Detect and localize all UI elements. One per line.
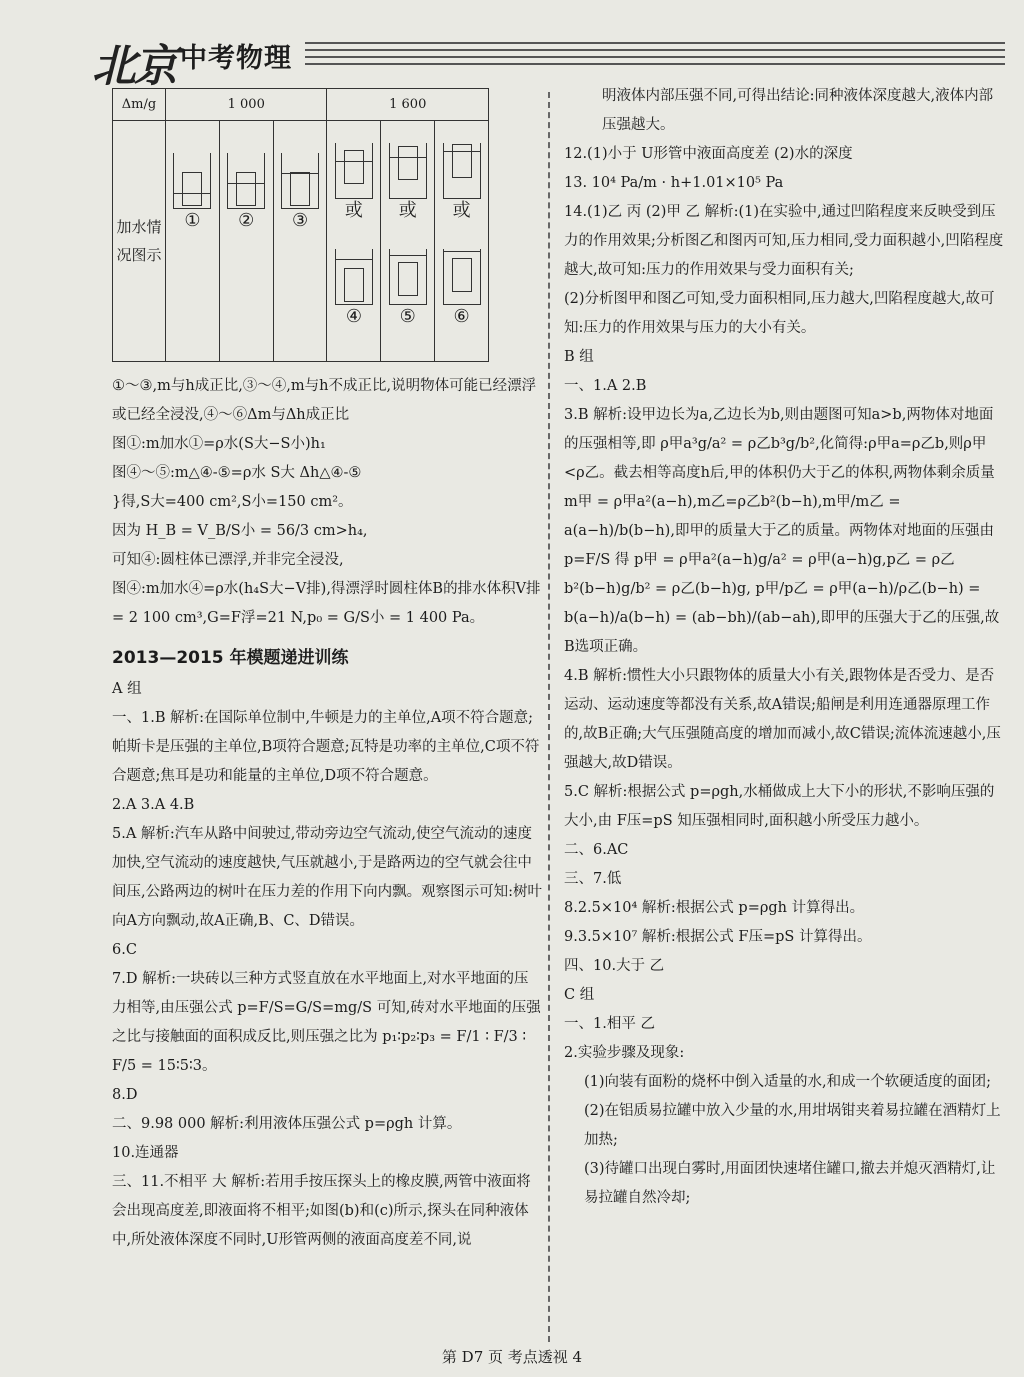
fig-or-3: 或 <box>452 200 471 221</box>
answer-b6: 二、6.AC <box>564 842 629 858</box>
table-row-label: 加水情况图示 <box>113 121 166 362</box>
answer-a6: 6.C <box>112 942 137 958</box>
analysis-p6: 图④:m加水④=ρ水(h₄S大−V排),得漂浮时圆柱体B的排水体积V排 = 2 100 cm³,G=F浮=21 N,p₀ = G/S小 = 1 400 Pa。 <box>112 581 541 626</box>
fig-mark-4: ④ <box>345 306 362 327</box>
fig-mark-2: ② <box>238 210 255 231</box>
fig-mark-1: ① <box>184 210 201 231</box>
right-column <box>564 82 1004 1213</box>
answer-b5: 5.C 解析:根据公式 p=ρgh,水桶做成上大下小的形状,不影响压强的大小,由 F压=pS 知压强相同时,面积越小所受压力越小。 <box>564 784 995 829</box>
step-1: (1)向装有面粉的烧杯中倒入适量的水,和成一个软硬适度的面团; <box>584 1074 992 1090</box>
analysis-p3b: }得,S大=400 cm²,S小=150 cm²。 <box>112 494 353 510</box>
answer-c2: 2.实验步骤及现象: <box>564 1045 685 1061</box>
analysis-p1: ①～③,m与h成正比,③～④,m与h不成正比,说明物体可能已经漂浮或已经全浸没,④～⑥Δm与Δh成正比 <box>112 378 537 423</box>
page-footer: 第 D7 页 考点透视 4 <box>441 1348 583 1366</box>
analysis-p2: 图①:m加水①=ρ水(S大−S小)h₁ <box>112 436 326 452</box>
answer-a14b: (2)分析图甲和图乙可知,受力面积相同,压力越大,凹陷程度越大,故可知:压力的作用效果与压力的大小有关。 <box>564 291 995 336</box>
answer-a1: 一、1.B 解析:在国际单位制中,牛顿是力的主单位,A项不符合题意;帕斯卡是压强的主单位,B项符合题意;瓦特是功率的主单位,C项不符合题意;焦耳是功和能量的主单位,D项不符合题意。 <box>112 710 540 784</box>
table-mass-a: 1 000 <box>166 89 327 121</box>
answer-a14: 14.(1)乙 丙 (2)甲 乙 解析:(1)在实验中,通过凹陷程度来反映受到压力的作用效果;分析图乙和图丙可知,压力相同,受力面积越小,凹陷程度越大,故可知:压力的作用效果与受力面积有关; <box>564 204 1004 278</box>
fig-or-2: 或 <box>398 200 417 221</box>
answer-a8: 8.D <box>112 1087 138 1103</box>
fig-cell-6 <box>435 121 489 362</box>
answer-a10: 10.连通器 <box>112 1145 179 1161</box>
answer-b7: 三、7.低 <box>564 871 622 887</box>
group-c-label: C 组 <box>564 987 595 1003</box>
fig-mark-5: ⑤ <box>399 306 416 327</box>
answer-a5: 5.A 解析:汽车从路中间驶过,带动旁边空气流动,使空气流动的速度加快,空气流动的速度越快,气压就越小,于是路两边的空气就会往中间压,公路两边的树叶在压力差的作用下向内飘。观察图示可知:树叶向A方向飘动,故A正确,B、C、D错误。 <box>112 826 542 929</box>
analysis-p4: 因为 H_B = V_B/S小 = 56/3 cm>h₄, <box>112 523 368 539</box>
answer-a13: 13. 10⁴ Pa/m · h+1.01×10⁵ Pa <box>564 175 784 191</box>
table-mass-b: 1 600 <box>327 89 489 121</box>
answer-a12: 12.(1)小于 U形管中液面高度差 (2)水的深度 <box>564 146 853 162</box>
page-title: 中考物理 <box>180 43 292 74</box>
fig-cell-1 <box>166 121 220 362</box>
step-2: (2)在铝质易拉罐中放入少量的水,用坩埚钳夹着易拉罐在酒精灯上加热; <box>584 1103 1001 1148</box>
column-divider <box>548 92 550 1342</box>
header-rule <box>305 42 1005 70</box>
answer-b10: 四、10.大于 乙 <box>564 958 665 974</box>
answer-a11: 三、11.不相平 大 解析:若用手按压探头上的橡皮膜,两管中液面将会出现高度差,即液面将不相平;如图(b)和(c)所示,探头在同种液体中,所处液体深度不同时,U形管两侧的液面高度差不同,说 <box>112 1174 531 1248</box>
fig-cell-2 <box>219 121 273 362</box>
left-column <box>112 372 542 1255</box>
group-b-label: B 组 <box>564 349 594 365</box>
fig-mark-6: ⑥ <box>453 306 470 327</box>
answer-b9: 9.3.5×10⁷ 解析:根据公式 F压=pS 计算得出。 <box>564 929 872 945</box>
answer-a2: 2.A 3.A 4.B <box>112 797 195 813</box>
continuation-text: 明液体内部压强不同,可得出结论:同种液体深度越大,液体内部压强越大。 <box>602 88 994 133</box>
water-addition-table <box>112 88 489 362</box>
answer-b4: 4.B 解析:惯性大小只跟物体的质量大小有关,跟物体是否受力、是否运动、运动速度等都没有关系,故A错误;船闸是利用连通器原理工作的,故B正确;大气压强随高度的增加而减小,故C错误;流体流速越小,压强越大,故D错误。 <box>564 668 1001 771</box>
section-title: 2013—2015 年模题递进训练 <box>112 648 349 668</box>
answer-c1: 一、1.相平 乙 <box>564 1016 655 1032</box>
answer-b3: 3.B 解析:设甲边长为a,乙边长为b,则由题图可知a>b,两物体对地面的压强相等,即 ρ甲a³g/a² = ρ乙b³g/b²,化简得:ρ甲a=ρ乙b,则ρ甲<ρ乙。截去相等高度h后,甲的体积仍大于乙的体积,两物体剩余质量 m甲 = ρ甲a²(a−h),m乙=ρ乙b²(b−h),m甲/m乙 = a(a−h)/b(b−h),即甲的质量大于乙的质量。两物体对地面的压强由 p=F/S 得 p甲 = ρ甲a²(a−h)g/a² = ρ甲(a−h)g,p乙 = ρ乙b²(b−h)g/b² = ρ乙(b−h)g, p甲/p乙 = ρ甲(a−h)/ρ乙(b−h) = b(a−h)/a(b−h) = (ab−bh)/(ab−ah),即甲的压强大于乙的压强,故B选项正确。 <box>564 407 1000 655</box>
fig-cell-4 <box>327 121 381 362</box>
fig-cell-5 <box>381 121 435 362</box>
answer-a9: 二、9.98 000 解析:利用液体压强公式 p=ρgh 计算。 <box>112 1116 462 1132</box>
answer-b1: 一、1.A 2.B <box>564 378 647 394</box>
answer-a7: 7.D 解析:一块砖以三种方式竖直放在水平地面上,对水平地面的压力相等,由压强公式 p=F/S=G/S=mg/S 可知,砖对水平地面的压强之比与接触面的面积成反比,则压强之比为 p₁∶p₂∶p₃ = F/1 ∶ F/3 ∶ F/5 = 15∶5∶3。 <box>112 971 541 1074</box>
fig-mark-3: ③ <box>292 210 309 231</box>
group-a-label: A 组 <box>112 681 142 697</box>
fig-cell-3 <box>273 121 327 362</box>
header-logo: 北京 <box>92 41 176 92</box>
table-header-label: Δm/g <box>113 89 166 121</box>
analysis-p3: 图④～⑤:m△④-⑤=ρ水 S大 Δh△④-⑤ <box>112 465 362 481</box>
answer-b8: 8.2.5×10⁴ 解析:根据公式 p=ρgh 计算得出。 <box>564 900 865 916</box>
analysis-p5: 可知④:圆柱体已漂浮,并非完全浸没, <box>112 552 344 568</box>
step-3: (3)待罐口出现白雾时,用面团快速堵住罐口,撤去并熄灭酒精灯,让易拉罐自然冷却; <box>584 1161 996 1206</box>
fig-or-1: 或 <box>344 200 363 221</box>
